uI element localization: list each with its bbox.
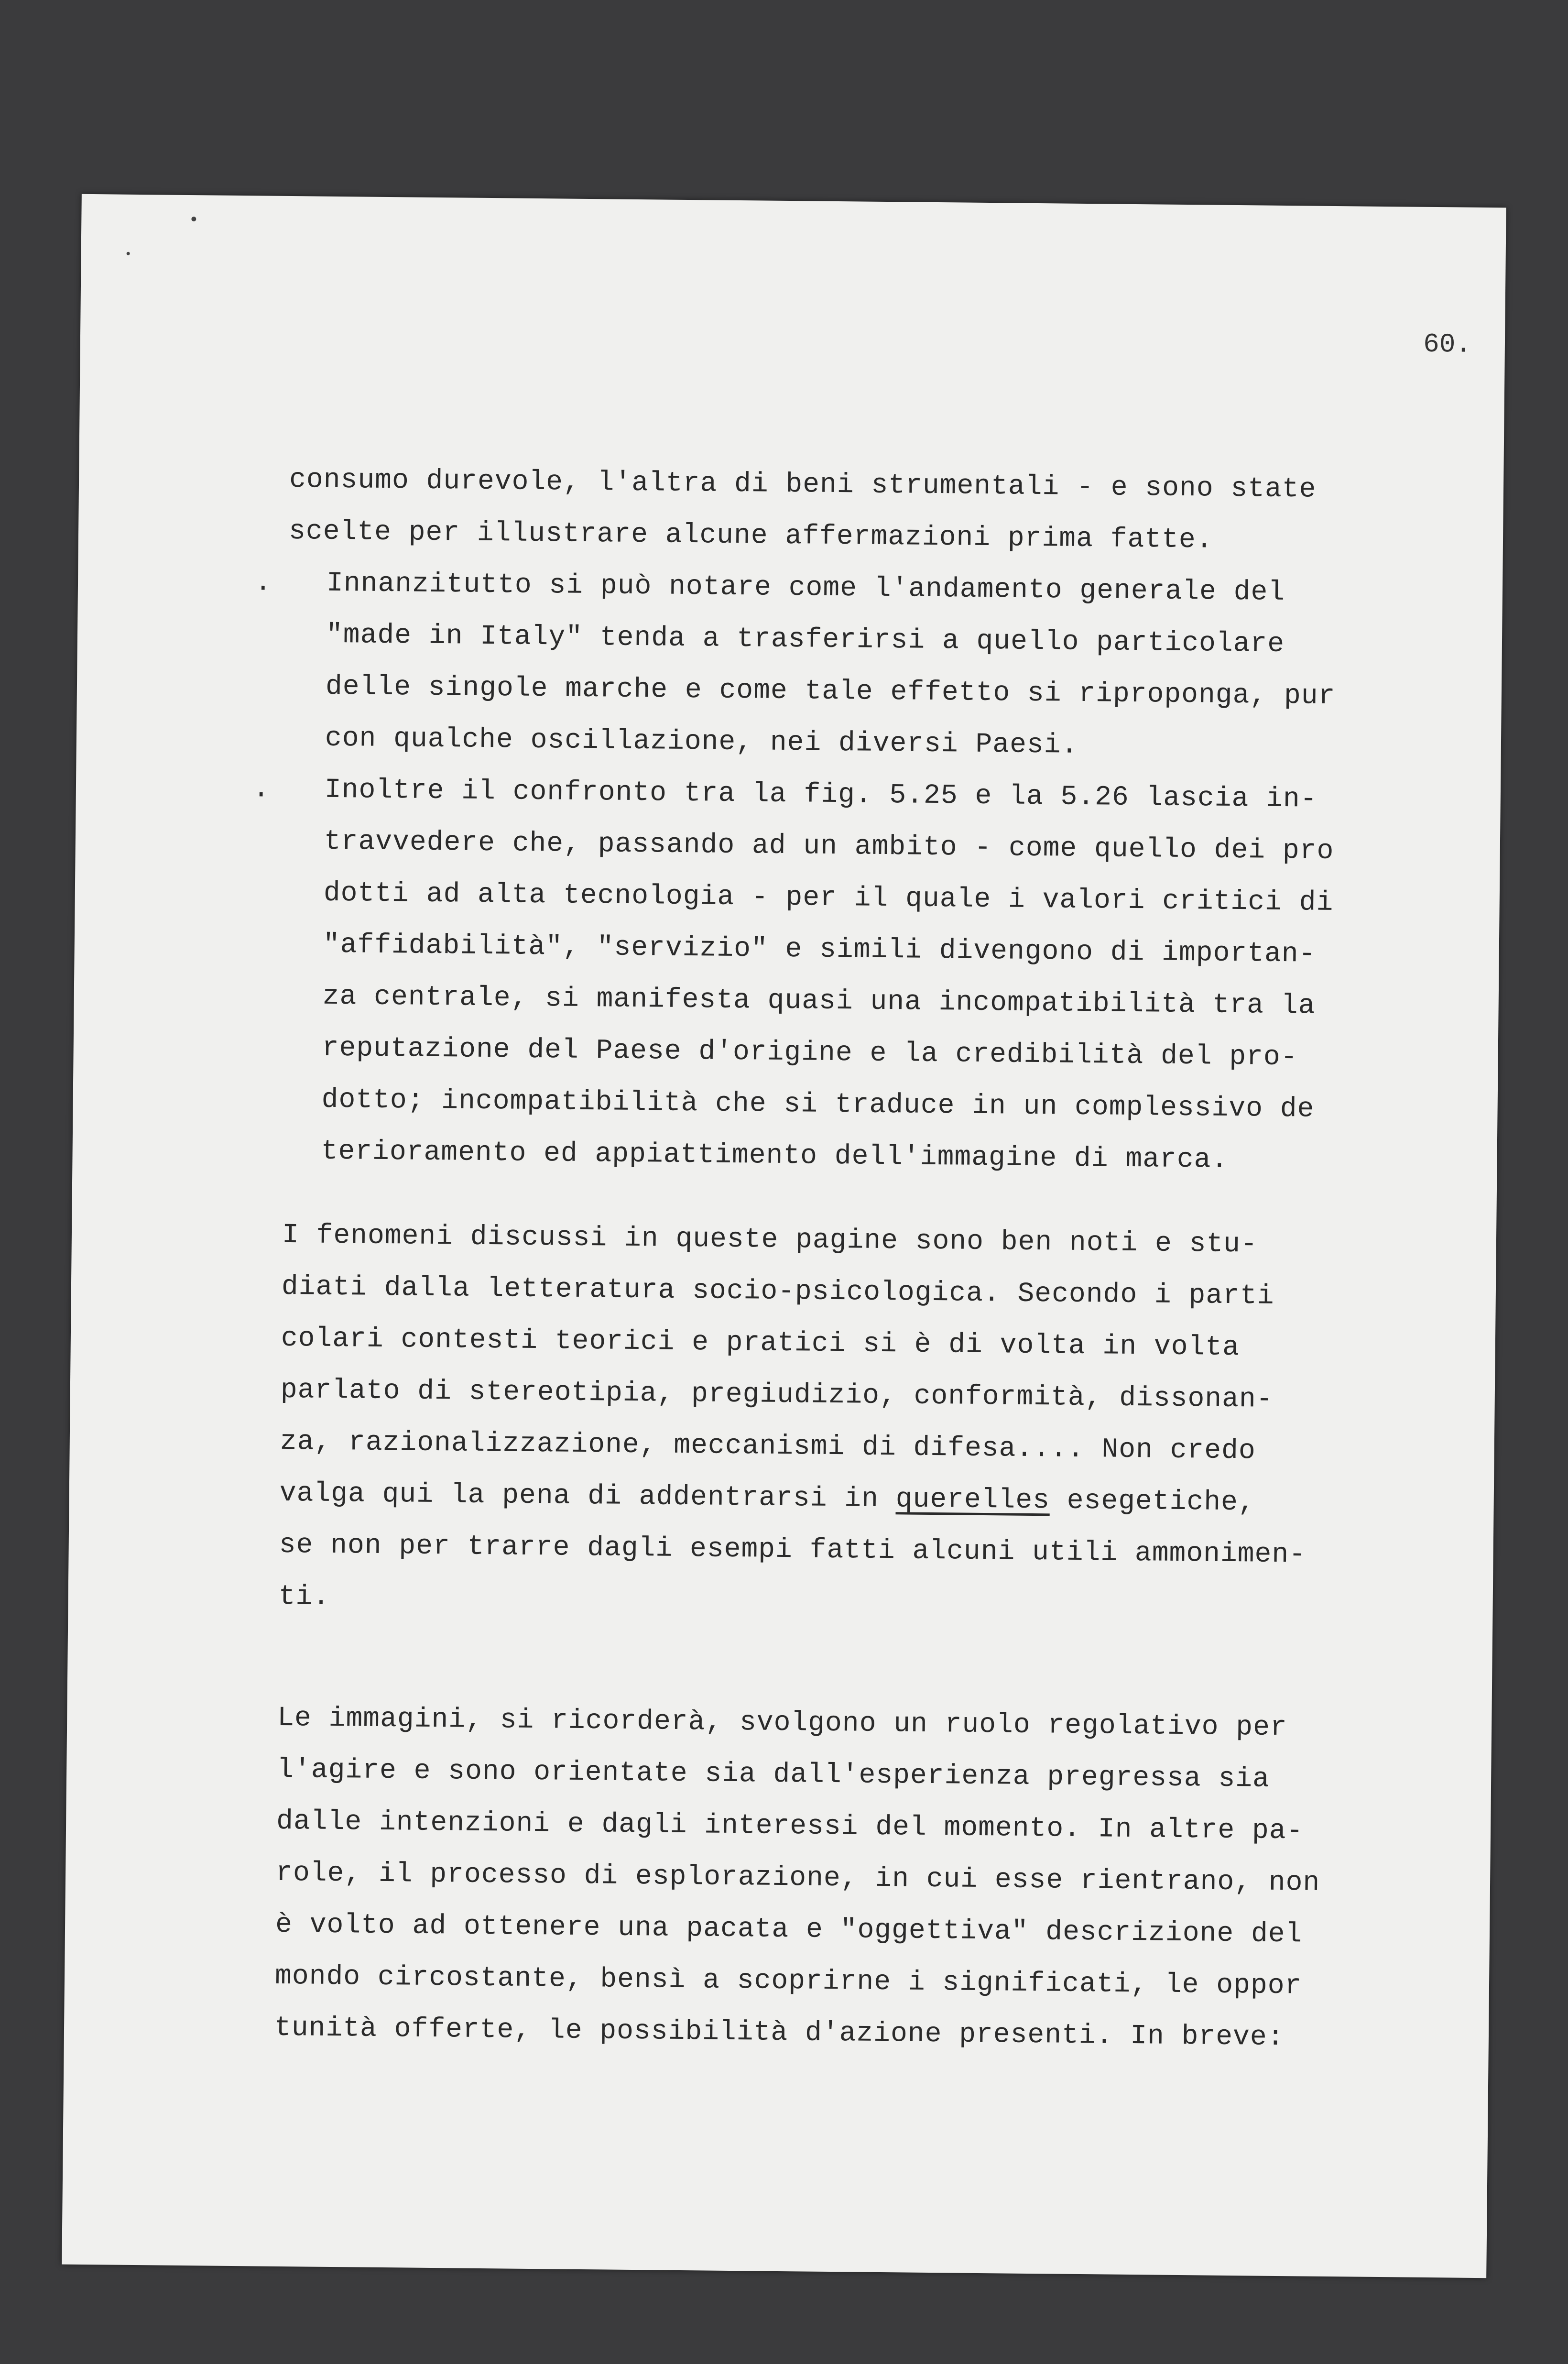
text-line: reputazione del Paese d'origine e la credibilità del pro- (322, 1032, 1298, 1073)
text-line: se non per trarre dagli esempi fatti alcuni utili ammonimen- (279, 1529, 1307, 1571)
text-line: terioramento ed appiattimento dell'immagine di marca. (321, 1136, 1229, 1176)
text-line: Inoltre il confronto tra la fig. 5.25 e la 5.26 lascia in- (324, 774, 1318, 815)
text-line: dalle intenzioni e dagli interessi del momento. In altre pa- (276, 1806, 1304, 1847)
text-fragment: valga qui la pena di addentrarsi in (279, 1478, 879, 1515)
text-line: diati dalla letteratura socio-psicologica. Secondo i parti (281, 1271, 1274, 1312)
text-line: travvedere che, passando ad un ambito - come quello dei pro (324, 826, 1334, 867)
text-line: con qualche oscillazione, nei diversi Paesi. (325, 722, 1078, 761)
text-line: Innanzitutto si può notare come l'andamento generale del (326, 568, 1285, 608)
text-line: dotto; incompatibilità che si traduce in un complessivo de (321, 1084, 1315, 1125)
text-line: l'agire e sono orientate sia dall'esperienza pregressa sia (276, 1754, 1270, 1795)
text-line: mondo circostante, bensì a scoprirne i significati, le oppor (274, 1960, 1302, 2002)
text-line: scelte per illustrare alcune affermazioni prima fatte. (288, 515, 1213, 556)
text-line: è volto ad ottenere una pacata e "oggettiva" descrizione del (275, 1909, 1303, 1950)
text-line: "made in Italy" tenda a trasferirsi a quello particolare (326, 619, 1285, 660)
paper-speck (127, 252, 130, 255)
text-line: I fenomeni discussi in queste pagine sono ben noti e stu- (282, 1219, 1258, 1260)
text-line: parlato di stereotipia, pregiudizio, conformità, dissonan- (280, 1374, 1274, 1415)
text-line: ti. (278, 1581, 330, 1613)
bullet-marker: . (252, 774, 271, 805)
document-page (62, 194, 1506, 2278)
text-line: za, razionalizzazione, meccanismi di difesa.... Non credo (280, 1426, 1256, 1467)
paragraph-continuation (252, 454, 1379, 1188)
text-line: colari contesti teorici e pratici si è di volta in volta (281, 1323, 1240, 1364)
text-line: Le immagini, si ricorderà, svolgono un ruolo regolativo per (277, 1702, 1288, 1744)
text-fragment: esegetiche, (1067, 1485, 1255, 1519)
text-line: role, il processo di esplorazione, in cui esse rientrano, non (275, 1857, 1320, 1899)
text-line: consumo durevole, l'altra di beni strumentali - e sono state (289, 464, 1317, 505)
text-line: delle singole marche e come tale effetto si riproponga, pur (325, 671, 1336, 712)
bullet-marker: . (254, 567, 272, 599)
paragraph-phenomena (278, 1210, 1372, 1633)
paper-speck (191, 217, 196, 221)
text-line: dotti ad alta tecnologia - per il quale i valori critici di (323, 877, 1334, 919)
page-number: 60. (1423, 328, 1472, 360)
text-line: "affidabilità", "servizio" e simili divengono di importan- (323, 929, 1316, 970)
paragraph-images (274, 1693, 1368, 2065)
text-line: za centrale, si manifesta quasi una incompatibilità tra la (322, 981, 1316, 1022)
text-line: tunità offerte, le possibilità d'azione presenti. In breve: (274, 2012, 1285, 2054)
underlined-term: querelles (895, 1484, 1050, 1517)
